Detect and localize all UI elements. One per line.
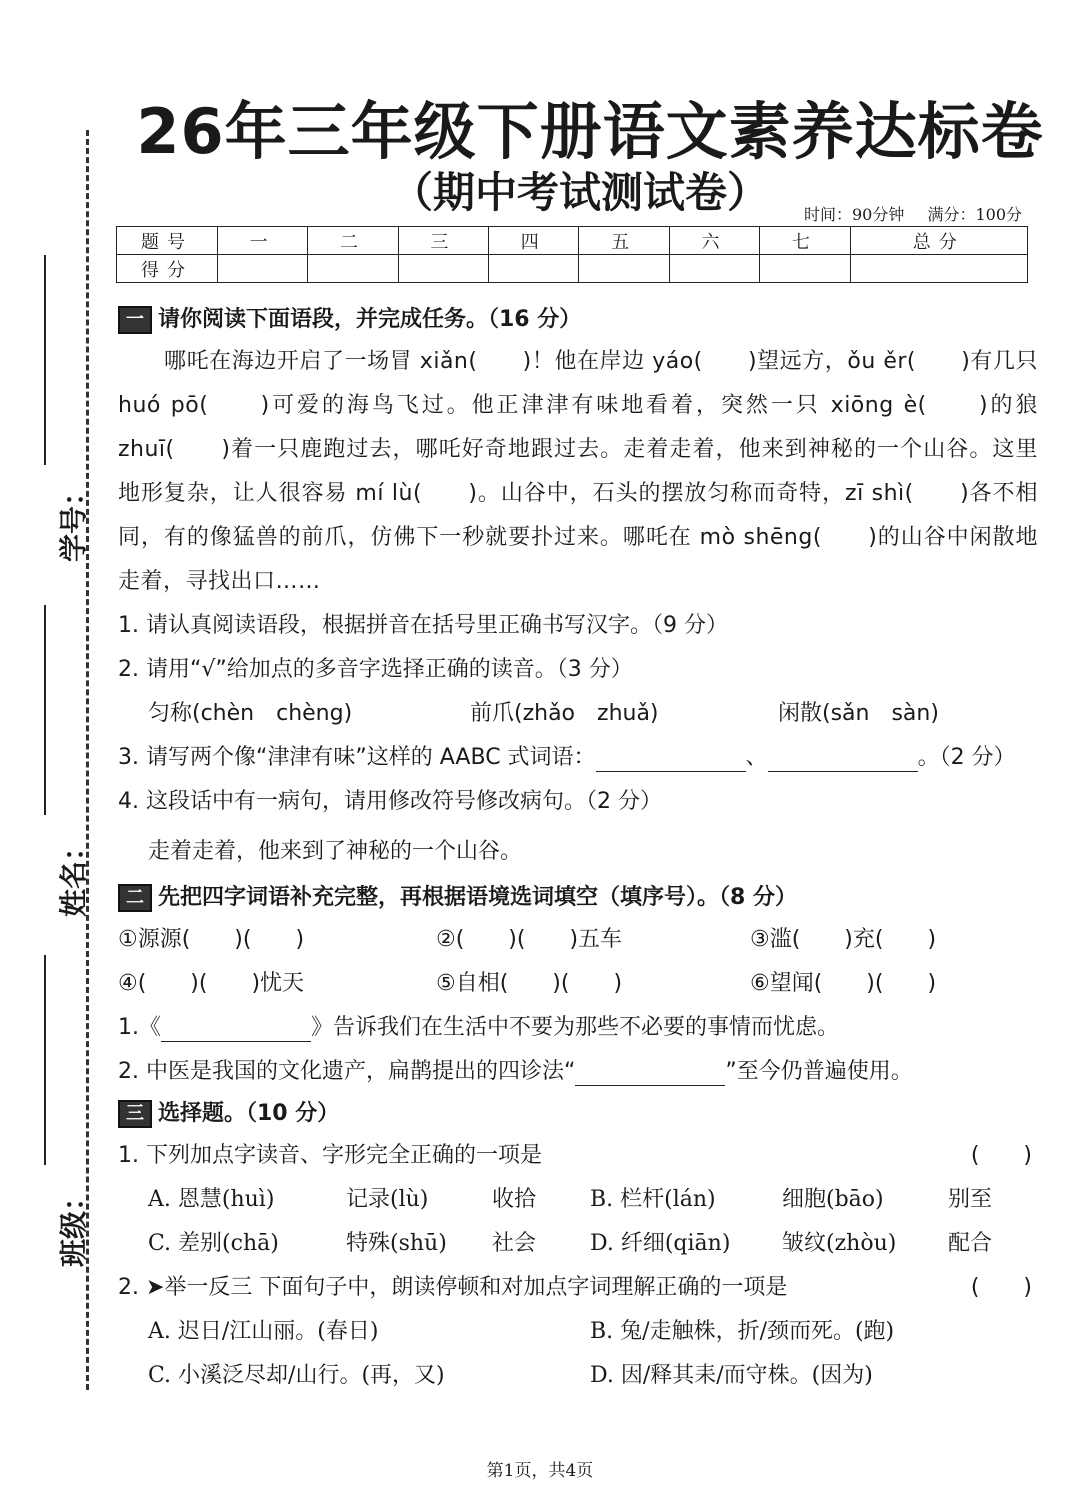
question-3-1 <box>118 1134 1038 1178</box>
question-text: 1.《 <box>118 1015 161 1040</box>
answer-bracket[interactable]: ( ) <box>970 1143 1032 1168</box>
answer-blank[interactable] <box>575 1059 725 1086</box>
question-text: 》告诉我们在生活中不要为那些不必要的事情而忧虑。 <box>311 1015 840 1040</box>
choice-b: B. 栏杆(lán) <box>590 1187 716 1212</box>
question-1-2-options <box>118 692 1038 736</box>
answer-blank[interactable] <box>768 745 918 772</box>
idiom-item: ②( )( )五车 <box>436 927 623 952</box>
score-table-score-row <box>117 255 1028 283</box>
choice-c-word: 社会 <box>492 1231 537 1256</box>
score-input-cell[interactable] <box>489 255 579 283</box>
idiom-item: ③滥( )充( ) <box>750 927 937 952</box>
section-1-heading <box>118 300 1038 340</box>
score-cell: 题号 <box>117 227 218 255</box>
exam-content <box>118 300 1038 1398</box>
question-1-2: 2. 请用“√”给加点的多音字选择正确的读音。（3 分） <box>118 657 633 682</box>
choice-row-ab <box>118 1310 1038 1354</box>
choice-a: A. 迟日/江山丽。(春日) <box>148 1319 379 1344</box>
choice-c-word: 特殊(shū) <box>346 1231 447 1256</box>
exam-meta <box>786 202 1022 225</box>
question-text: 2. ➤举一反三 下面句子中，朗读停顿和对加点字词理解正确的一项是 <box>118 1275 788 1300</box>
score-cell: 六 <box>669 227 759 255</box>
section-title: 先把四字词语补充完整，再根据语境选词填空（填序号）。（8 分） <box>158 885 797 910</box>
answer-bracket[interactable]: ( ) <box>970 1275 1032 1300</box>
class-line <box>44 955 46 1165</box>
score-cell: 一 <box>218 227 308 255</box>
question-text: ”至今仍普遍使用。 <box>725 1059 913 1084</box>
name-line <box>44 605 46 815</box>
score-table-header-row <box>117 227 1028 255</box>
choice-c: C. 小溪泛尽却/山行。(再，又) <box>148 1363 445 1388</box>
choice-c: C. 差别(chā) <box>148 1231 279 1256</box>
idiom-item: ⑤自相( )( ) <box>436 971 623 996</box>
choice-d-word: 皱纹(zhòu) <box>782 1231 897 1256</box>
choice-b: B. 兔/走触株，折/颈而死。(跑) <box>590 1319 895 1344</box>
score-table <box>116 226 1028 283</box>
question-1-3 <box>118 736 1038 780</box>
section-number: 一 <box>118 306 152 334</box>
idiom-row-2 <box>118 962 1038 1006</box>
section-number: 三 <box>118 1100 152 1128</box>
question-1-1: 1. 请认真阅读语段，根据拼音在括号里正确书写汉字。（9 分） <box>118 613 728 638</box>
idiom-item: ⑥望闻( )( ) <box>750 971 937 996</box>
section-title: 请你阅读下面语段，并完成任务。（16 分） <box>158 307 582 332</box>
score-cell: 四 <box>489 227 579 255</box>
page-subtitle: （期中考试测试卷） <box>390 168 769 217</box>
choice-d: D. 纤细(qiān) <box>590 1231 731 1256</box>
score-input-cell[interactable] <box>398 255 488 283</box>
student-id-line <box>44 255 46 465</box>
score-cell: 得分 <box>117 255 218 283</box>
score-cell: 五 <box>579 227 669 255</box>
student-id-label: 学号： <box>57 477 91 563</box>
answer-blank[interactable] <box>161 1015 311 1042</box>
choice-d: D. 因/释其耒/而守株。(因为) <box>590 1363 873 1388</box>
page-title: 26年三年级下册语文素养达标卷 <box>136 95 1044 168</box>
question-text: 2. 中医是我国的文化遗产，扁鹊提出的四诊法“ <box>118 1059 576 1084</box>
idiom-row-1 <box>118 918 1038 962</box>
score-input-cell[interactable] <box>579 255 669 283</box>
score-cell: 三 <box>398 227 488 255</box>
question-2-2 <box>118 1050 1038 1094</box>
score-input-cell[interactable] <box>850 255 1027 283</box>
score-input-cell[interactable] <box>669 255 759 283</box>
section-title: 选择题。（10 分） <box>158 1101 340 1126</box>
idiom-item: ④( )( )忧天 <box>118 971 305 996</box>
score-cell: 总分 <box>850 227 1027 255</box>
choice-row-cd <box>118 1354 1038 1398</box>
choice-d-word: 配合 <box>948 1231 993 1256</box>
question-1-4: 4. 这段话中有一病句，请用修改符号修改病句。（2 分） <box>118 789 662 814</box>
separator: 、 <box>745 745 768 770</box>
page-footer: 第1页，共4页 <box>486 1461 594 1481</box>
pinyin-option[interactable]: 前爪(zhǎo zhuǎ) <box>470 701 659 726</box>
score-cell: 七 <box>760 227 850 255</box>
question-text: 1. 下列加点字读音、字形完全正确的一项是 <box>118 1143 542 1168</box>
score-cell: 二 <box>308 227 398 255</box>
choice-b-word: 别至 <box>948 1187 993 1212</box>
question-score: 。（2 分） <box>917 745 1016 770</box>
choice-a-word: 收拾 <box>492 1187 537 1212</box>
exam-full-score: 满分：100分 <box>927 205 1022 224</box>
question-2-1 <box>118 1006 1038 1050</box>
section-number: 二 <box>118 884 152 912</box>
choice-b-word: 细胞(bāo) <box>782 1187 884 1212</box>
sick-sentence: 走着走着，他来到了神秘的一个山谷。 <box>148 839 523 864</box>
question-3-2 <box>118 1266 1038 1310</box>
score-input-cell[interactable] <box>308 255 398 283</box>
section-3-heading <box>118 1094 1038 1134</box>
choice-row-cd <box>118 1222 1038 1266</box>
score-input-cell[interactable] <box>218 255 308 283</box>
class-label: 班级： <box>57 1182 91 1268</box>
reading-passage: 哪吒在海边开启了一场冒 xiǎn( )！他在岸边 yáo( )望远方，ǒu ěr( )有几只 huó pō( )可爱的海鸟飞过。他正津津有味地看着，突然一只 xiōng è( )的狼 zhuī( )着一只鹿跑过去，哪吒好奇地跟过去。走着走着，他来到神秘的一个山谷。这里地形复杂，让人很容易 mí lù( )。山谷中，石头的摆放匀称而奇特，zī shì( )各不相同，有的像猛兽的前爪，仿佛下一秒就要扑过来。哪吒在 mò shēng( )的山谷中闲散地走着，寻找出口…… <box>118 349 1038 594</box>
pinyin-option[interactable]: 匀称(chèn chèng) <box>148 701 353 726</box>
exam-time: 时间：90分钟 <box>803 205 905 224</box>
choice-a: A. 恩慧(huì) <box>148 1187 275 1212</box>
idiom-item: ①源源( )( ) <box>118 927 305 952</box>
score-input-cell[interactable] <box>760 255 850 283</box>
choice-row-ab <box>118 1178 1038 1222</box>
choice-a-word: 记录(lù) <box>346 1187 429 1212</box>
section-2-heading <box>118 878 1038 918</box>
answer-blank[interactable] <box>596 745 746 772</box>
pinyin-option[interactable]: 闲散(sǎn sàn) <box>778 701 939 726</box>
name-label: 姓名： <box>57 832 91 918</box>
question-text: 3. 请写两个像“津津有味”这样的 AABC 式词语： <box>118 745 596 770</box>
